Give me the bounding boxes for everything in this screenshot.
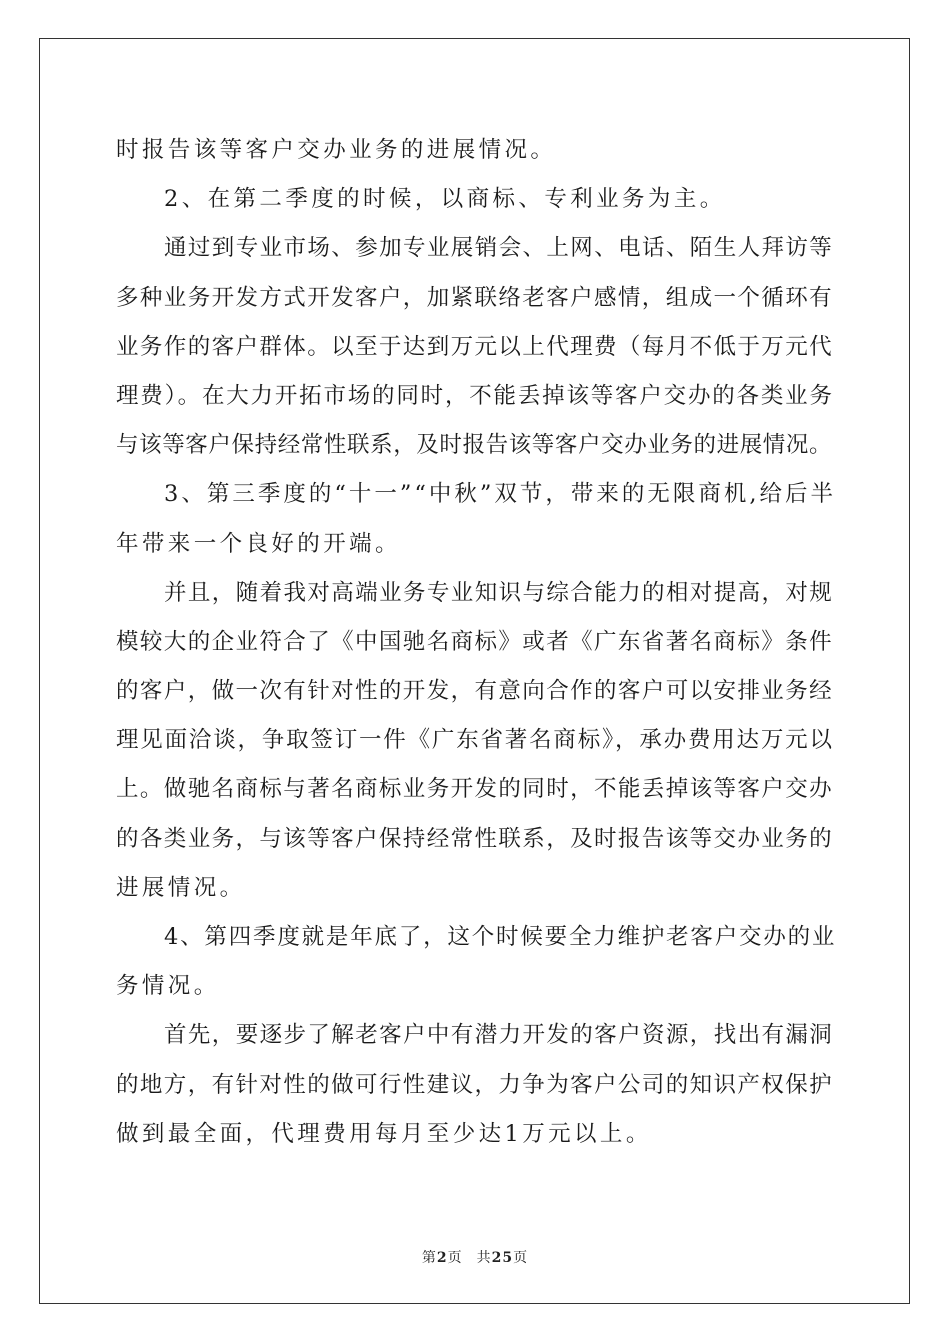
footer-total-pages: 25: [491, 1250, 514, 1266]
text-line: 理费）。在大力开拓市场的同时，不能丢掉该等客户交办的各类业务: [116, 382, 834, 409]
footer-page-prefix: 第: [421, 1250, 437, 1266]
text-line: 通过到专业市场、参加专业展销会、上网、电话、陌生人拜访等: [164, 235, 834, 262]
text-line: 2、在第二季度的时候，以商标、专利业务为主。: [164, 186, 726, 213]
text-line: 年带来一个良好的开端。: [116, 530, 401, 557]
document-body: [116, 126, 836, 1159]
text-line: 做到最全面，代理费用每月至少达1万元以上。: [116, 1120, 652, 1147]
text-line: 理见面洽谈，争取签订一件《广东省著名商标》，承办费用达万元以: [116, 727, 834, 754]
text-line: 3、第三季度的“十一”“中秋”双节，带来的无限商机,给后半: [164, 481, 836, 508]
footer-total-suffix: 页: [513, 1250, 529, 1266]
text-line: 4、第四季度就是年底了，这个时候要全力维护老客户交办的业: [164, 924, 837, 950]
text-line: 时报告该等客户交办业务的进展情况。: [116, 137, 557, 163]
footer-page-suffix: 页: [447, 1250, 463, 1266]
text-line: 并且，随着我对高端业务专业知识与综合能力的相对提高，对规: [164, 579, 834, 606]
footer-current-page: 2: [436, 1250, 448, 1266]
text-line: 业务作的客户群体。以至于达到万元以上代理费（每月不低于万元代: [116, 333, 834, 360]
text-line: 的客户，做一次有针对性的开发，有意向合作的客户可以安排业务经: [116, 678, 834, 705]
footer-total-prefix: 共: [476, 1250, 492, 1266]
text-line: 务情况。: [116, 973, 220, 1000]
text-line: 首先，要逐步了解老客户中有潜力开发的客户资源，找出有漏洞: [164, 1022, 834, 1049]
text-line: 与该等客户保持经常性联系，及时报告该等客户交办业务的进展情况。: [116, 432, 833, 459]
page-footer: [0, 1247, 950, 1267]
text-line: 进展情况。: [116, 874, 246, 901]
text-line: 的各类业务，与该等客户保持经常性联系，及时报告该等交办业务的: [116, 825, 834, 852]
text-line: 模较大的企业符合了《中国驰名商标》或者《广东省著名商标》条件: [116, 628, 834, 655]
text-line: 多种业务开发方式开发客户，加紧联络老客户感情，组成一个循环有: [116, 284, 834, 311]
text-line: 上。做驰名商标与著名商标业务开发的同时，不能丢掉该等客户交办: [116, 776, 834, 803]
text-line: 的地方，有针对性的做可行性建议，力争为客户公司的知识产权保护: [116, 1071, 834, 1098]
